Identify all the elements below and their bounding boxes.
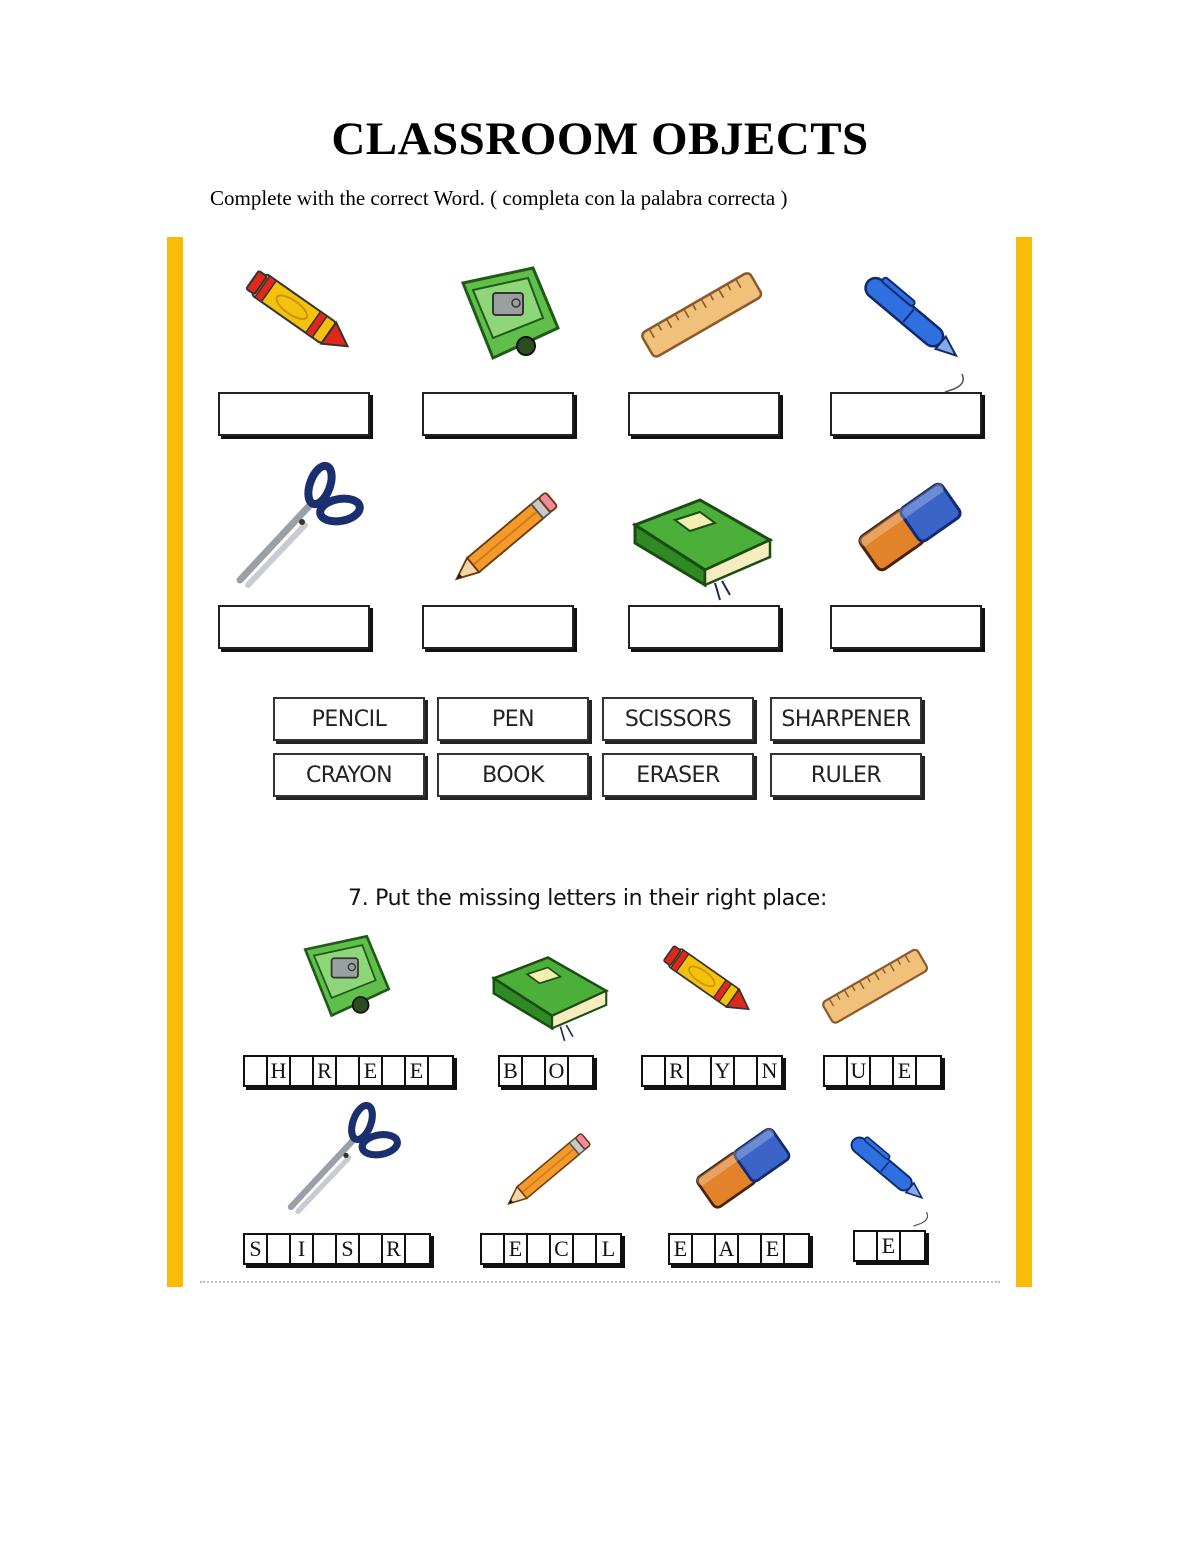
letter-cell[interactable]	[337, 1057, 360, 1085]
letter-cell[interactable]	[871, 1057, 894, 1085]
sharpener-icon	[292, 925, 402, 1040]
instruction-text: Complete with the correct Word. ( completa con la palabra correcta )	[210, 186, 788, 210]
letter-cell[interactable]: E	[360, 1057, 383, 1085]
scissors-icon	[230, 460, 365, 600]
pencil-icon	[440, 478, 575, 603]
letter-cell[interactable]	[268, 1235, 291, 1263]
letter-cell[interactable]	[383, 1057, 406, 1085]
crayon-icon	[240, 258, 375, 383]
pen-icon	[835, 1125, 945, 1230]
letter-cell[interactable]: N	[761, 1058, 778, 1083]
letter-row-scissors[interactable]	[243, 1233, 431, 1265]
page-title: CLASSROOM OBJECTS	[331, 113, 869, 165]
letter-cell[interactable]: L	[601, 1236, 616, 1261]
letter-cell[interactable]: B	[500, 1057, 523, 1085]
word-tile-crayon[interactable]: CRAYON	[273, 753, 425, 797]
right-accent-bar	[1016, 237, 1032, 1287]
sharpener-icon	[448, 258, 573, 383]
letter-row-book[interactable]	[498, 1055, 594, 1087]
letter-cell[interactable]	[574, 1235, 597, 1263]
letter-row-pencil[interactable]	[480, 1233, 622, 1265]
letter-cell[interactable]	[429, 1057, 452, 1085]
letter-cell[interactable]	[528, 1235, 551, 1263]
letter-cell[interactable]: E	[505, 1235, 528, 1263]
book-icon	[480, 945, 620, 1045]
letter-cell[interactable]	[689, 1057, 712, 1085]
answer-box-sharpener[interactable]	[422, 392, 574, 436]
word-tile-ruler[interactable]: RULER	[770, 753, 922, 797]
dotted-divider	[200, 1281, 1000, 1287]
letter-cell[interactable]: R	[666, 1057, 689, 1085]
word-tile-scissors[interactable]: SCISSORS	[602, 697, 754, 741]
pen-icon	[850, 262, 980, 397]
crayon-icon	[655, 935, 775, 1040]
letter-cell[interactable]: E	[406, 1057, 429, 1085]
scissors-icon	[282, 1100, 402, 1225]
letter-row-crayon[interactable]	[641, 1055, 783, 1087]
ruler-icon	[640, 262, 770, 382]
letter-cell[interactable]	[291, 1057, 314, 1085]
book-icon	[630, 485, 775, 605]
letter-cell[interactable]: H	[268, 1057, 291, 1085]
letter-cell[interactable]	[482, 1235, 505, 1263]
word-tile-book[interactable]: BOOK	[437, 753, 589, 797]
pencil-icon	[495, 1125, 605, 1220]
letter-cell[interactable]	[360, 1235, 383, 1263]
word-tile-eraser[interactable]: ERASER	[602, 753, 754, 797]
ruler-icon	[818, 940, 938, 1045]
section-heading: 7. Put the missing letters in their right place:	[348, 886, 828, 911]
letter-cell[interactable]: E	[670, 1235, 693, 1263]
answer-box-ruler[interactable]	[628, 392, 780, 436]
letter-cell[interactable]: S	[337, 1235, 360, 1263]
answer-box-pen[interactable]	[830, 392, 982, 436]
letter-cell[interactable]	[825, 1057, 848, 1085]
answer-box-pencil[interactable]	[422, 605, 574, 649]
letter-cell[interactable]	[245, 1057, 268, 1085]
letter-cell[interactable]	[785, 1235, 808, 1263]
letter-cell[interactable]	[901, 1232, 924, 1260]
letter-cell[interactable]	[693, 1235, 716, 1263]
letter-cell[interactable]	[314, 1235, 337, 1263]
letter-cell[interactable]: S	[245, 1235, 268, 1263]
letter-cell[interactable]	[569, 1057, 592, 1085]
letter-cell[interactable]: E	[878, 1232, 901, 1260]
letter-cell[interactable]: A	[716, 1235, 739, 1263]
word-tile-pencil[interactable]: PENCIL	[273, 697, 425, 741]
letter-cell[interactable]	[523, 1057, 546, 1085]
eraser-icon	[688, 1118, 803, 1223]
word-tile-pen[interactable]: PEN	[437, 697, 589, 741]
letter-cell[interactable]	[735, 1057, 758, 1085]
letter-cell[interactable]: R	[383, 1235, 406, 1263]
letter-cell[interactable]: E	[894, 1057, 917, 1085]
letter-cell[interactable]: U	[848, 1057, 871, 1085]
letter-cell[interactable]: E	[762, 1235, 785, 1263]
left-accent-bar	[167, 237, 183, 1287]
answer-box-book[interactable]	[628, 605, 780, 649]
letter-cell[interactable]: Y	[712, 1057, 735, 1085]
letter-row-eraser[interactable]	[668, 1233, 810, 1265]
letter-cell[interactable]: R	[314, 1057, 337, 1085]
letter-cell[interactable]: I	[291, 1235, 314, 1263]
letter-row-sharpener[interactable]	[243, 1055, 454, 1087]
word-tile-sharpener[interactable]: SHARPENER	[770, 697, 922, 741]
letter-row-pen[interactable]	[853, 1230, 926, 1262]
letter-cell[interactable]: C	[551, 1235, 574, 1263]
eraser-icon	[850, 472, 975, 587]
answer-box-scissors[interactable]	[218, 605, 370, 649]
letter-cell[interactable]	[406, 1235, 429, 1263]
letter-cell[interactable]: O	[546, 1057, 569, 1085]
letter-cell[interactable]	[917, 1057, 940, 1085]
letter-row-ruler[interactable]	[823, 1055, 942, 1087]
answer-box-crayon[interactable]	[218, 392, 370, 436]
letter-cell[interactable]	[739, 1235, 762, 1263]
answer-box-eraser[interactable]	[830, 605, 982, 649]
letter-cell[interactable]	[643, 1057, 666, 1085]
letter-cell[interactable]	[855, 1232, 878, 1260]
